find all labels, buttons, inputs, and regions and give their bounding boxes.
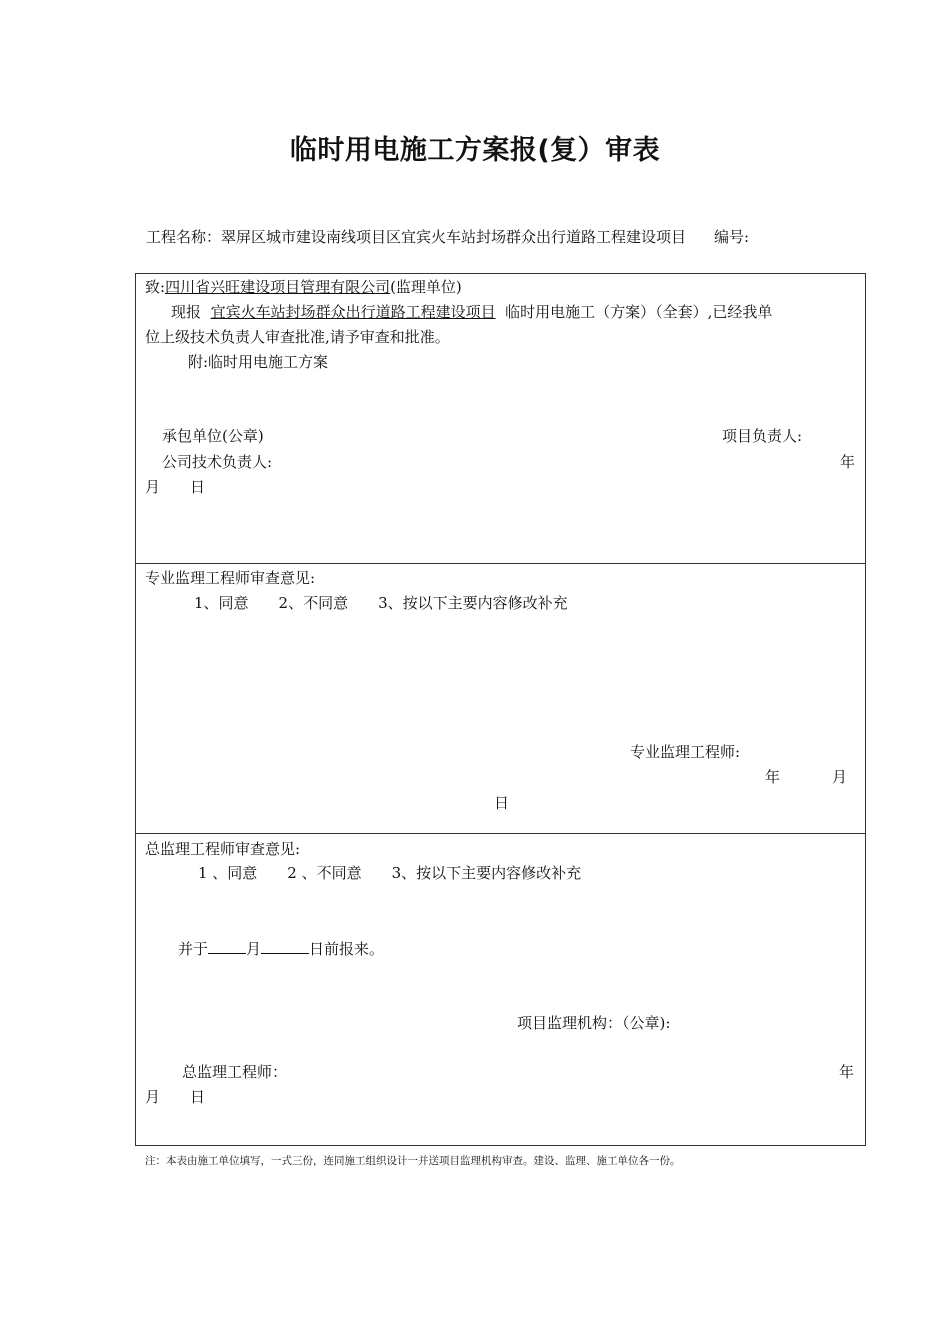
deadline-day: 日前报来。 [309, 940, 385, 958]
month-day-label: 月 日 [145, 478, 206, 496]
project-manager-label: 项目负责人: [722, 427, 803, 445]
attachment: 附:临时用电施工方案 [188, 353, 329, 371]
submission-section [136, 274, 865, 564]
report-line [171, 302, 772, 322]
month-day-label: 月 日 [145, 1088, 206, 1106]
report-prefix: 现报 [171, 303, 202, 321]
chief-review-section [136, 834, 865, 1147]
supervisor-company: 四川省兴旺建设项目管理有限公司 [165, 278, 391, 296]
review-form [135, 273, 866, 1146]
project-name-label: 工程名称： [146, 228, 222, 246]
deadline-day-blank[interactable] [261, 938, 309, 954]
deadline-line [178, 938, 384, 959]
report-rest: 临时用电施工（方案）（全套）,已经我单 [505, 303, 773, 321]
supervisor-suffix: (监理单位) [390, 278, 462, 296]
footnote: 注：本表由施工单位填写，一式三份，连同施工组织设计一并送项目监理机构审查。建设、监理、施工单位各一份。 [145, 1155, 681, 1167]
chief-review-heading: 总监理工程师审查意见: [145, 840, 301, 858]
engineer-signer-label: 专业监理工程师: [630, 743, 741, 761]
deadline-month-blank[interactable] [208, 938, 246, 954]
year-label: 年 [765, 768, 781, 786]
page-title: 临时用电施工方案报(复）审表 [289, 135, 661, 166]
contractor-label: 承包单位(公章) [162, 427, 264, 445]
to-prefix: 致: [145, 278, 166, 296]
supervision-org-label: 项目监理机构：（公章): [517, 1014, 671, 1032]
project-info-line [146, 226, 749, 247]
engineer-review-section [136, 564, 865, 834]
chief-engineer-label: 总监理工程师： [182, 1063, 288, 1081]
chief-review-options: 1 、同意 2 、不同意 3、按以下主要内容修改补充 [198, 864, 582, 882]
deadline-prefix: 并于 [178, 940, 209, 958]
code-label: 编号: [714, 228, 750, 246]
day-label: 日 [494, 794, 510, 812]
year-label: 年 [840, 453, 856, 471]
month-label: 月 [832, 768, 848, 786]
addressee-line [145, 277, 462, 297]
engineer-review-heading: 专业监理工程师审查意见: [145, 569, 316, 587]
report-line-2: 位上级技术负责人审查批准,请予审查和批准。 [145, 328, 450, 346]
deadline-month: 月 [246, 940, 262, 958]
tech-lead-label: 公司技术负责人: [162, 453, 273, 471]
report-project: 宜宾火车站封场群众出行道路工程建设项目 [210, 303, 496, 321]
year-label: 年 [839, 1063, 855, 1081]
engineer-review-options: 1、同意 2、不同意 3、按以下主要内容修改补充 [194, 594, 568, 612]
project-name-value: 翠屏区城市建设南线项目区宜宾火车站封场群众出行道路工程建设项目 [221, 228, 687, 246]
